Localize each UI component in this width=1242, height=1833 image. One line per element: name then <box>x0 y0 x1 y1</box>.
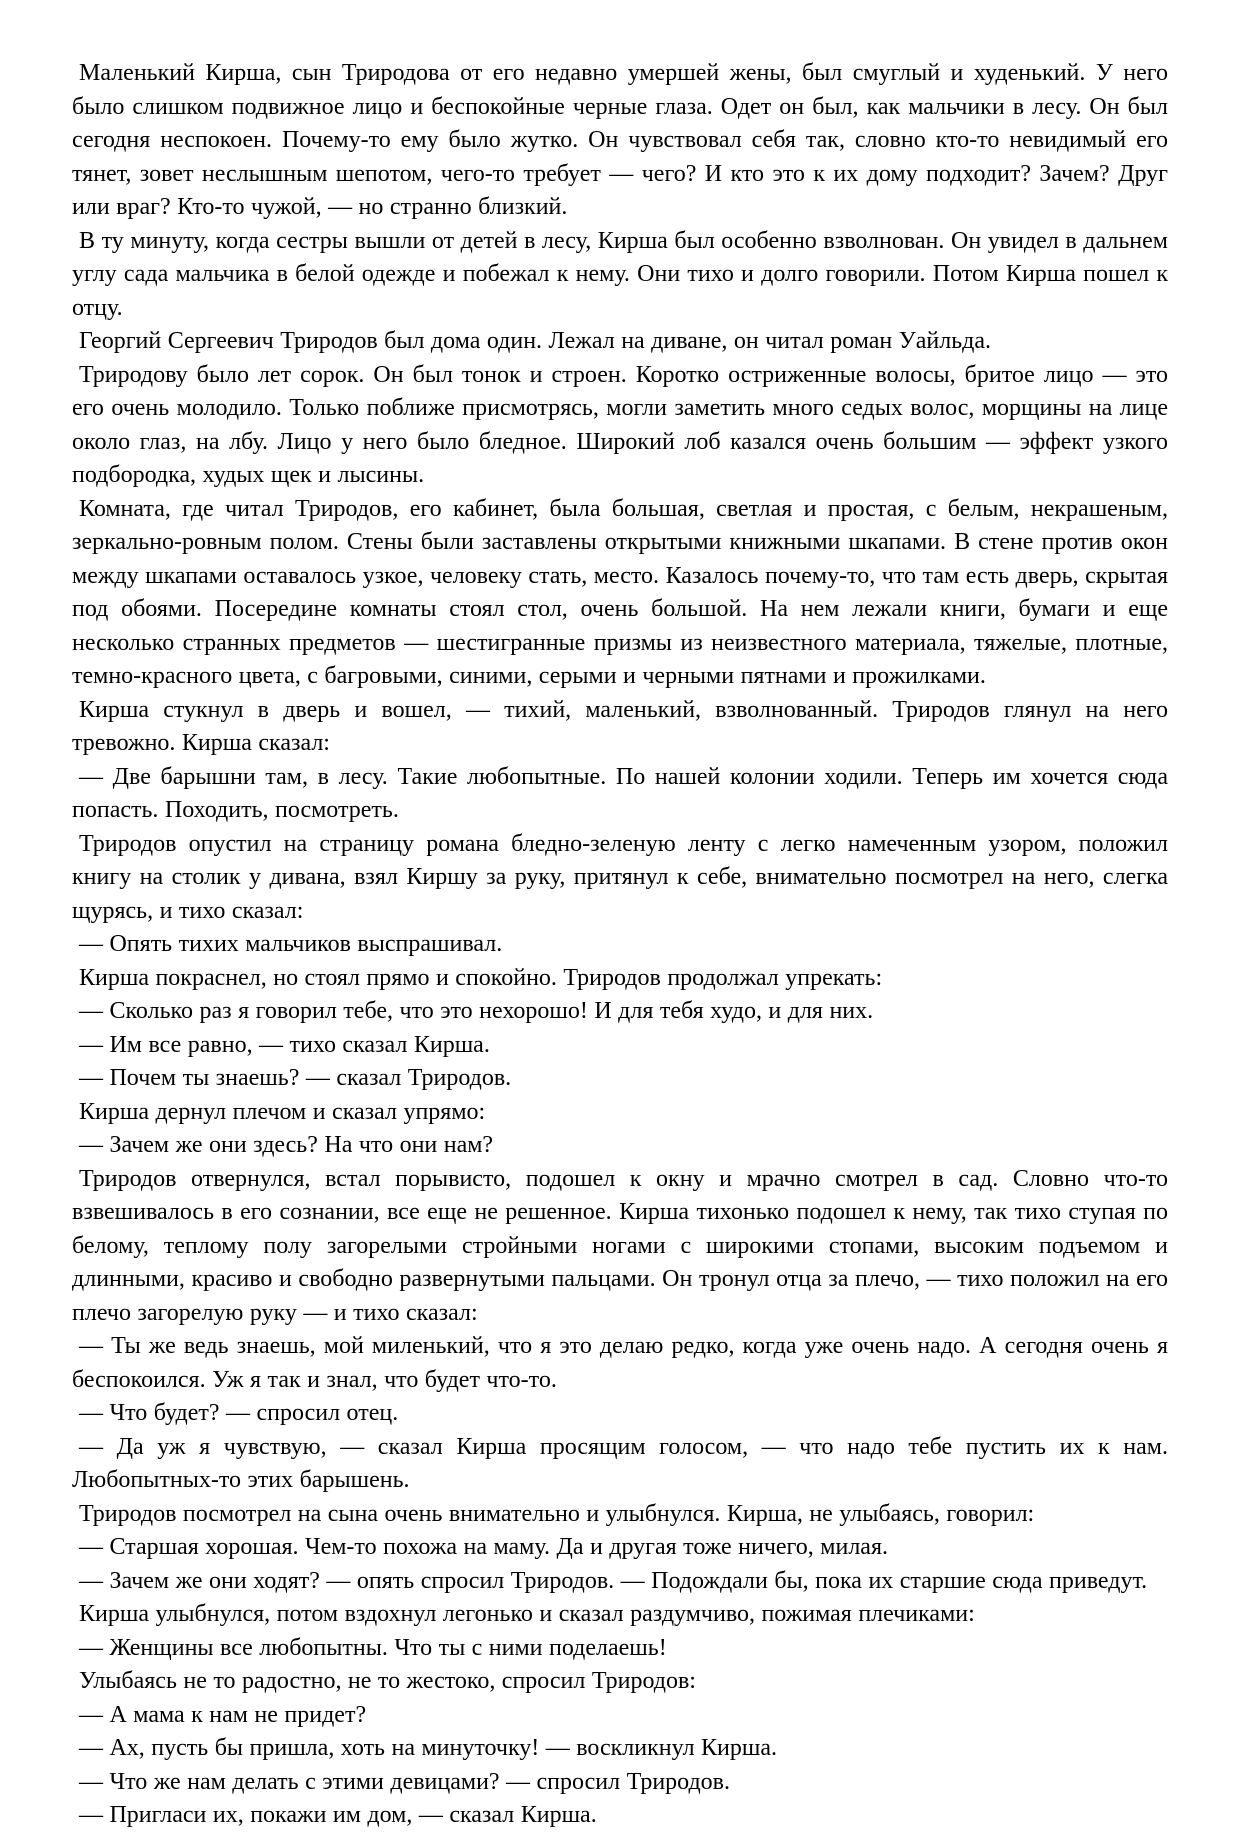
paragraph: Триродов посмотрел на сына очень внимательно и улыбнулся. Кирша, не улыбаясь, говорил: <box>79 1500 1035 1527</box>
paragraph: — Ты же ведь знаешь, мой миленький, что я это делаю редко, когда уже очень надо. А сегодня очень я беспокоился. Уж я так и знал, что будет что-то. <box>72 1333 1168 1393</box>
paragraph: Комната, где читал Триродов, его кабинет, была большая, светлая и простая, с белым, некрашеным, зеркально-ровным полом. Стены были заставлены открытыми книжными шкапами. В стене против окон между шкапами оставалось узкое, человеку стать, место. Казалось почему-то, что там есть дверь, скрытая под обоями. Посередине комнаты стоял стол, очень большой. На нем лежали книги, бумаги и еще несколько странных предметов — шестигранные призмы из неизвестного материала, тяжелые, плотные, темно-красного цвета, с багровыми, синими, серыми и черными пятнами и прожилками. <box>72 495 1168 689</box>
paragraph: Кирша покраснел, но стоял прямо и спокойно. Триродов продолжал упрекать: <box>79 964 883 991</box>
paragraph: — Ах, пусть бы пришла, хоть на минуточку! — воскликнул Кирша. <box>79 1735 778 1761</box>
paragraph: — Зачем же они здесь? На что они нам? <box>79 1132 494 1158</box>
paragraph: Георгий Сергеевич Триродов был дома один. Лежал на диване, он читал роман Уайльда. <box>79 328 992 354</box>
paragraph: Кирша улыбнулся, потом вздохнул легонько и сказал раздумчиво, пожимая плечиками: <box>79 1601 975 1627</box>
text-body <box>72 57 1168 1833</box>
paragraph: — Зачем же они ходят? — опять спросил Триродов. — Подождали бы, пока их старшие сюда приведут. <box>79 1567 1148 1594</box>
paragraph: — Сколько раз я говорил тебе, что это нехорошо! И для тебя худо, и для них. <box>79 998 874 1024</box>
paragraph: Кирша стукнул в дверь и вошел, — тихий, маленький, взволнованный. Триродов глянул на него тревожно. Кирша сказал: <box>72 696 1168 756</box>
paragraph: — Старшая хорошая. Чем-то похожа на маму. Да и другая тоже ничего, милая. <box>79 1534 888 1560</box>
paragraph: — Женщины все любопытны. Что ты с ними поделаешь! <box>79 1634 667 1661</box>
paragraph: — Пригласи их, покажи им дом, — сказал Кирша. <box>79 1802 597 1828</box>
paragraph: В ту минуту, когда сестры вышли от детей в лесу, Кирша был особенно взволнован. Он увидел в дальнем углу сада мальчика в белой одежде и побежал к нему. Они тихо и долго говорили. Потом Кирша пошел к отцу. <box>72 227 1168 321</box>
paragraph: Триродову было лет сорок. Он был тонок и строен. Коротко остриженные волосы, бритое лицо — это его очень молодило. Только поближе присмотрясь, могли заметить много седых волос, морщины на лице около глаз, на лбу. Лицо у него было бледное. Широкий лоб казался очень большим — эффект узкого подбородка, худых щек и лысины. <box>72 361 1168 488</box>
paragraph: — Что будет? — спросил отец. <box>79 1400 399 1426</box>
paragraph: — Что же нам делать с этими девицами? — спросил Триродов. <box>79 1768 731 1795</box>
paragraph: Триродов отвернулся, встал порывисто, подошел к окну и мрачно смотрел в сад. Словно что-то взвешивалось в его сознании, все еще не решенное. Кирша тихонько подошел к нему, так тихо ступая по белому, теплому полу загорелыми стройными ногами с широкими стопами, высоким подъемом и длинными, красиво и свободно развернутыми пальцами. Он тронул отца за плечо, — тихо положил на его плечо загорелую руку — и тихо сказал: <box>72 1165 1168 1326</box>
paragraph: — Да уж я чувствую, — сказал Кирша просящим голосом, — что надо тебе пустить их к нам. Любопытных-то этих барышень. <box>72 1433 1168 1493</box>
paragraph: — Две барышни там, в лесу. Такие любопытные. По нашей колонии ходили. Теперь им хочется сюда попасть. Походить, посмотреть. <box>72 763 1168 823</box>
paragraph: Кирша дернул плечом и сказал упрямо: <box>79 1098 486 1125</box>
paragraph: — Им все равно, — тихо сказал Кирша. <box>79 1031 490 1058</box>
paragraph: — Опять тихих мальчиков выспрашивал. <box>79 931 503 957</box>
paragraph: — Почем ты знаешь? — сказал Триродов. <box>79 1065 512 1091</box>
paragraph: Улыбаясь не то радостно, не то жестоко, спросил Триродов: <box>79 1668 696 1694</box>
paragraph: Триродов опустил на страницу романа бледно-зеленую ленту с легко намеченным узором, положил книгу на столик у дивана, взял Киршу за руку, притянул к себе, внимательно посмотрел на него, слегка щурясь, и тихо сказал: <box>72 830 1168 924</box>
paragraph: — А мама к нам не придет? <box>79 1701 367 1728</box>
paragraph: Маленький Кирша, сын Триродова от его недавно умершей жены, был смуглый и худенький. У него было слишком подвижное лицо и беспокойные черные глаза. Одет он был, как мальчики в лесу. Он был сегодня неспокоен. Почему-то ему было жутко. Он чувствовал себя так, словно кто-то невидимый его тянет, зовет неслышным шепотом, чего-то требует — чего? И кто это к их дому подходит? Зачем? Друг или враг? Кто-то чужой, — но странно близкий. <box>72 60 1168 220</box>
